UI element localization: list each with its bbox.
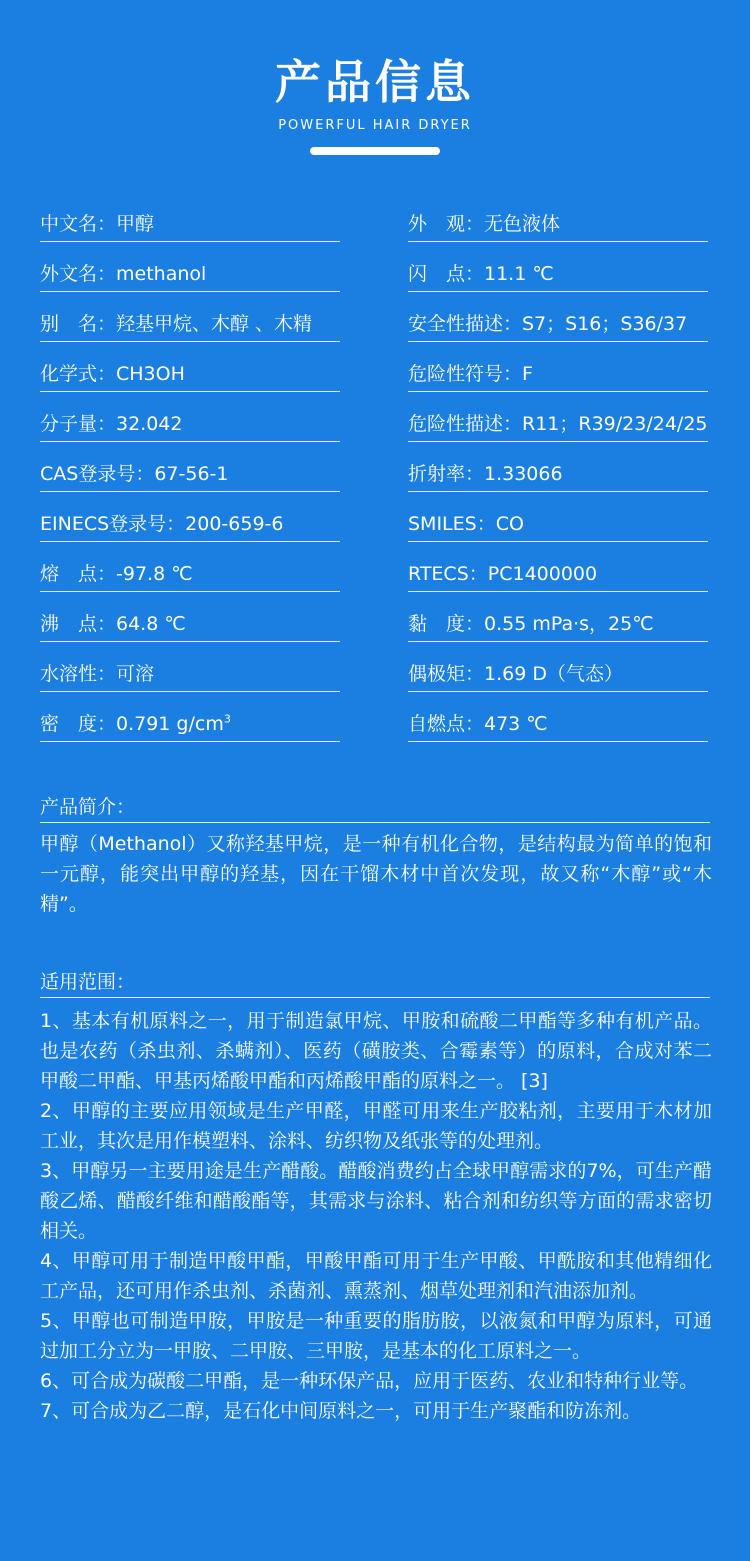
usage-item: 4、甲醇可用于制造甲酸甲酯，甲酸甲酯可用于生产甲酸、甲酰胺和其他精细化工产品，还可用作杀虫剂、杀菌剂、熏蒸剂、烟草处理剂和汽油添加剂。 — [40, 1250, 712, 1302]
intro-heading: 产品简介： — [40, 795, 710, 823]
spec-einecs: EINECS登录号：200-659-6 — [40, 492, 340, 542]
spec-solubility: 水溶性：可溶 — [40, 642, 340, 692]
spec-formula: 化学式：CH3OH — [40, 342, 340, 392]
usage-item: 7、可合成为乙二醇，是石化中间原料之一，可用于生产聚酯和防冻剂。 — [40, 1400, 642, 1422]
page-header — [0, 0, 750, 170]
usage-item: 5、甲醇也可制造甲胺，甲胺是一种重要的脂肪胺，以液氮和甲醇为原料，可通过加工分立为一甲胺、二甲胺、三甲胺，是基本的化工原料之一。 — [40, 1310, 712, 1362]
spec-foreign-name: 外文名：methanol — [40, 242, 340, 292]
title-underline-bar — [310, 147, 440, 155]
spec-autoignition-point: 自燃点：473 ℃ — [408, 692, 708, 742]
usage-item: 1、基本有机原料之一，用于制造氯甲烷、甲胺和硫酸二甲酯等多种有机产品。也是农药（杀虫剂、杀螨剂）、医药（磺胺类、合霉素等）的原料，合成对苯二甲酸二甲酯、甲基丙烯酸甲酯和丙烯酸甲酯的原料之一。 [3] — [40, 1010, 712, 1092]
spec-safety-description: 安全性描述：S7；S16；S36/37 — [408, 292, 708, 342]
spec-flash-point: 闪 点：11.1 ℃ — [408, 242, 708, 292]
usage-list — [40, 1006, 712, 1426]
spec-chinese-name: 中文名：甲醇 — [40, 192, 340, 242]
spec-viscosity: 黏 度：0.55 mPa·s，25℃ — [408, 592, 708, 642]
usage-item: 3、甲醇另一主要用途是生产醋酸。醋酸消费约占全球甲醇需求的7%，可生产醋酸乙烯、醋酸纤维和醋酸酯等，其需求与涂料、粘合剂和纺织等方面的需求密切相关。 — [40, 1160, 712, 1242]
usage-item: 6、可合成为碳酸二甲酯，是一种环保产品，应用于医药、农业和特种行业等。 — [40, 1370, 699, 1392]
density-superscript: 3 — [223, 712, 231, 726]
spec-refractive-index: 折射率：1.33066 — [408, 442, 708, 492]
spec-boiling-point: 沸 点：64.8 ℃ — [40, 592, 340, 642]
usage-heading: 适用范围： — [40, 970, 710, 998]
spec-melting-point: 熔 点：-97.8 ℃ — [40, 542, 340, 592]
spec-hazard-symbol: 危险性符号：F — [408, 342, 708, 392]
spec-dipole-moment: 偶极矩：1.69 D（气态） — [408, 642, 708, 692]
spec-alias: 别 名：羟基甲烷、木醇 、木精 — [40, 292, 340, 342]
spec-cas: CAS登录号：67-56-1 — [40, 442, 340, 492]
intro-text: 甲醇（Methanol）又称羟基甲烷，是一种有机化合物，是结构最为简单的饱和一元醇，能突出甲醇的羟基，因在干馏木材中首次发现，故又称“木醇”或“木精”。 — [40, 833, 712, 915]
spec-hazard-description: 危险性描述：R11；R39/23/24/25 — [408, 392, 708, 442]
spec-density: 密 度：0.791 $g/cm^3$ — [40, 692, 340, 742]
page-title: 产品信息 — [275, 55, 475, 109]
spec-smiles: SMILES：CO — [408, 492, 708, 542]
usage-item: 2、甲醇的主要应用领域是生产甲醛，甲醛可用来生产胶粘剂，主要用于木材加工业，其次是用作模塑料、涂料、纺织物及纸张等的处理剂。 — [40, 1100, 712, 1152]
spec-appearance: 外 观：无色液体 — [408, 192, 708, 242]
spec-molecular-weight: 分子量：32.042 — [40, 392, 340, 442]
spec-rtecs: RTECS：PC1400000 — [408, 542, 708, 592]
page-subtitle: POWERFUL HAIR DRYER — [278, 118, 472, 133]
